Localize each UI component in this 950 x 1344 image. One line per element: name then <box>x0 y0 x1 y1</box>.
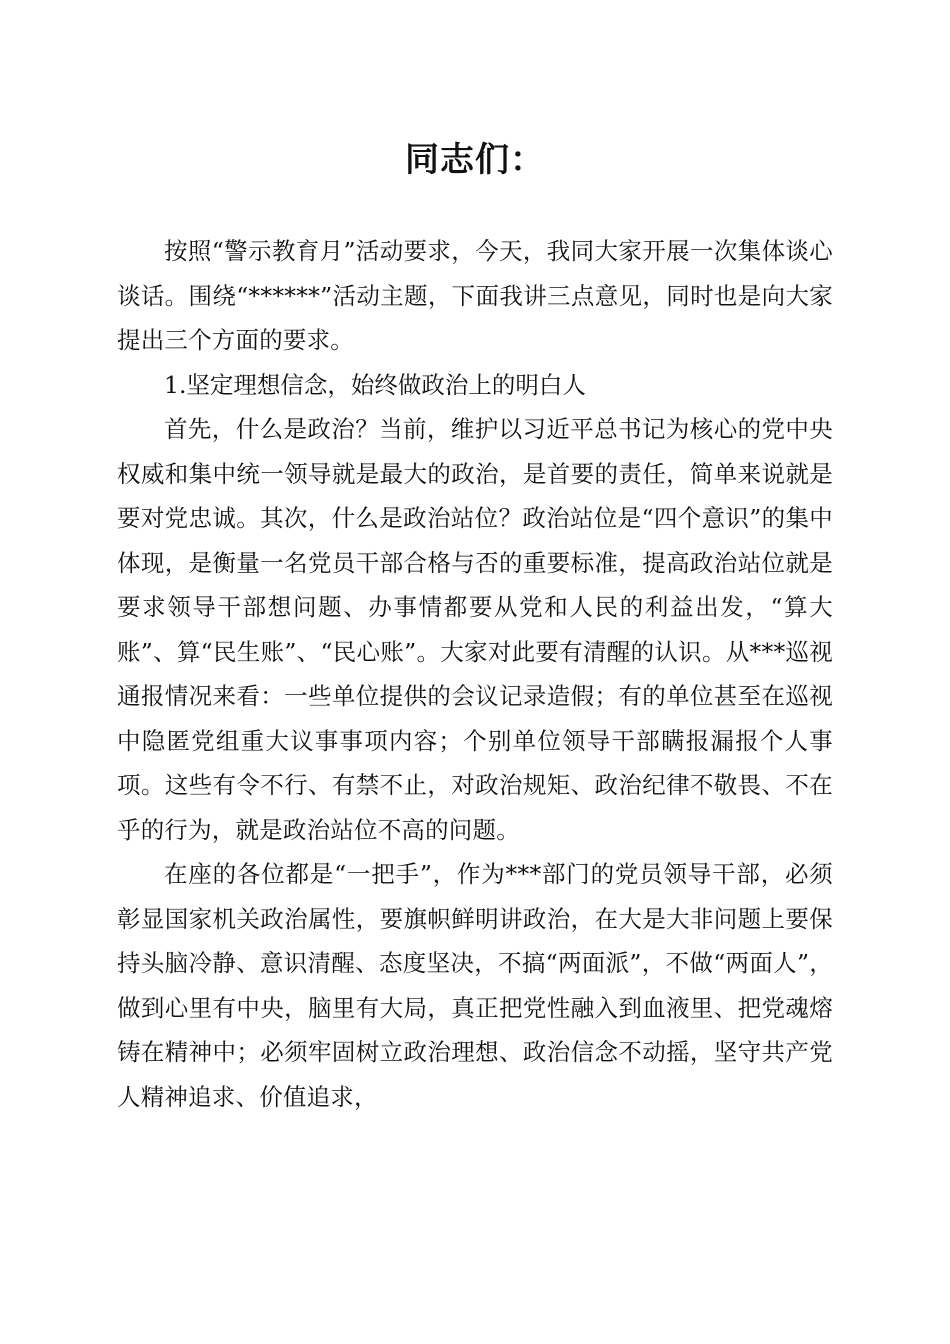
section-heading-1: 1.坚定理想信念，始终做政治上的明白人 <box>164 370 586 399</box>
document-title: 同志们： <box>405 140 545 180</box>
body-paragraph-leaders: 在座的各位都是“一把手”，作为***部门的党员领导干部，必须彰显国家机关政治属性，要旗帜鲜明讲政治，在大是大非问题上要保持头脑冷静、意识清醒、态度坚决，不搞“两面派”，不做“两面人”，做到心里有中央，脑里有大局，真正把党性融入到血液里、把党魂熔铸在精神中；必须牢固树立政治理想、政治信念不动摇，坚守共产党人精神追求、价值追求， <box>117 860 833 1111</box>
document-body <box>117 229 833 1119</box>
intro-paragraph: 按照“警示教育月”活动要求，今天，我同大家开展一次集体谈心谈话。围绕“******”活动主题，下面我讲三点意见，同时也是向大家提出三个方面的要求。 <box>117 237 833 354</box>
body-paragraph-politics: 首先，什么是政治？当前，维护以习近平总书记为核心的党中央权威和集中统一领导就是最大的政治，是首要的责任，简单来说就是要对党忠诚。其次，什么是政治站位？政治站位是“四个意识”的集中体现，是衡量一名党员干部合格与否的重要标准，提高政治站位就是要求领导干部想问题、办事情都要从党和人民的利益出发，“算大账”、算“民生账”、“民心账”。大家对此要有清醒的认识。从***巡视通报情况来看：一些单位提供的会议记录造假；有的单位甚至在巡视中隐匿党组重大议事事项内容；个别单位领导干部瞒报漏报个人事项。这些有令不行、有禁不止，对政治规矩、政治纪律不敬畏、不在乎的行为，就是政治站位不高的问题。 <box>117 415 833 844</box>
